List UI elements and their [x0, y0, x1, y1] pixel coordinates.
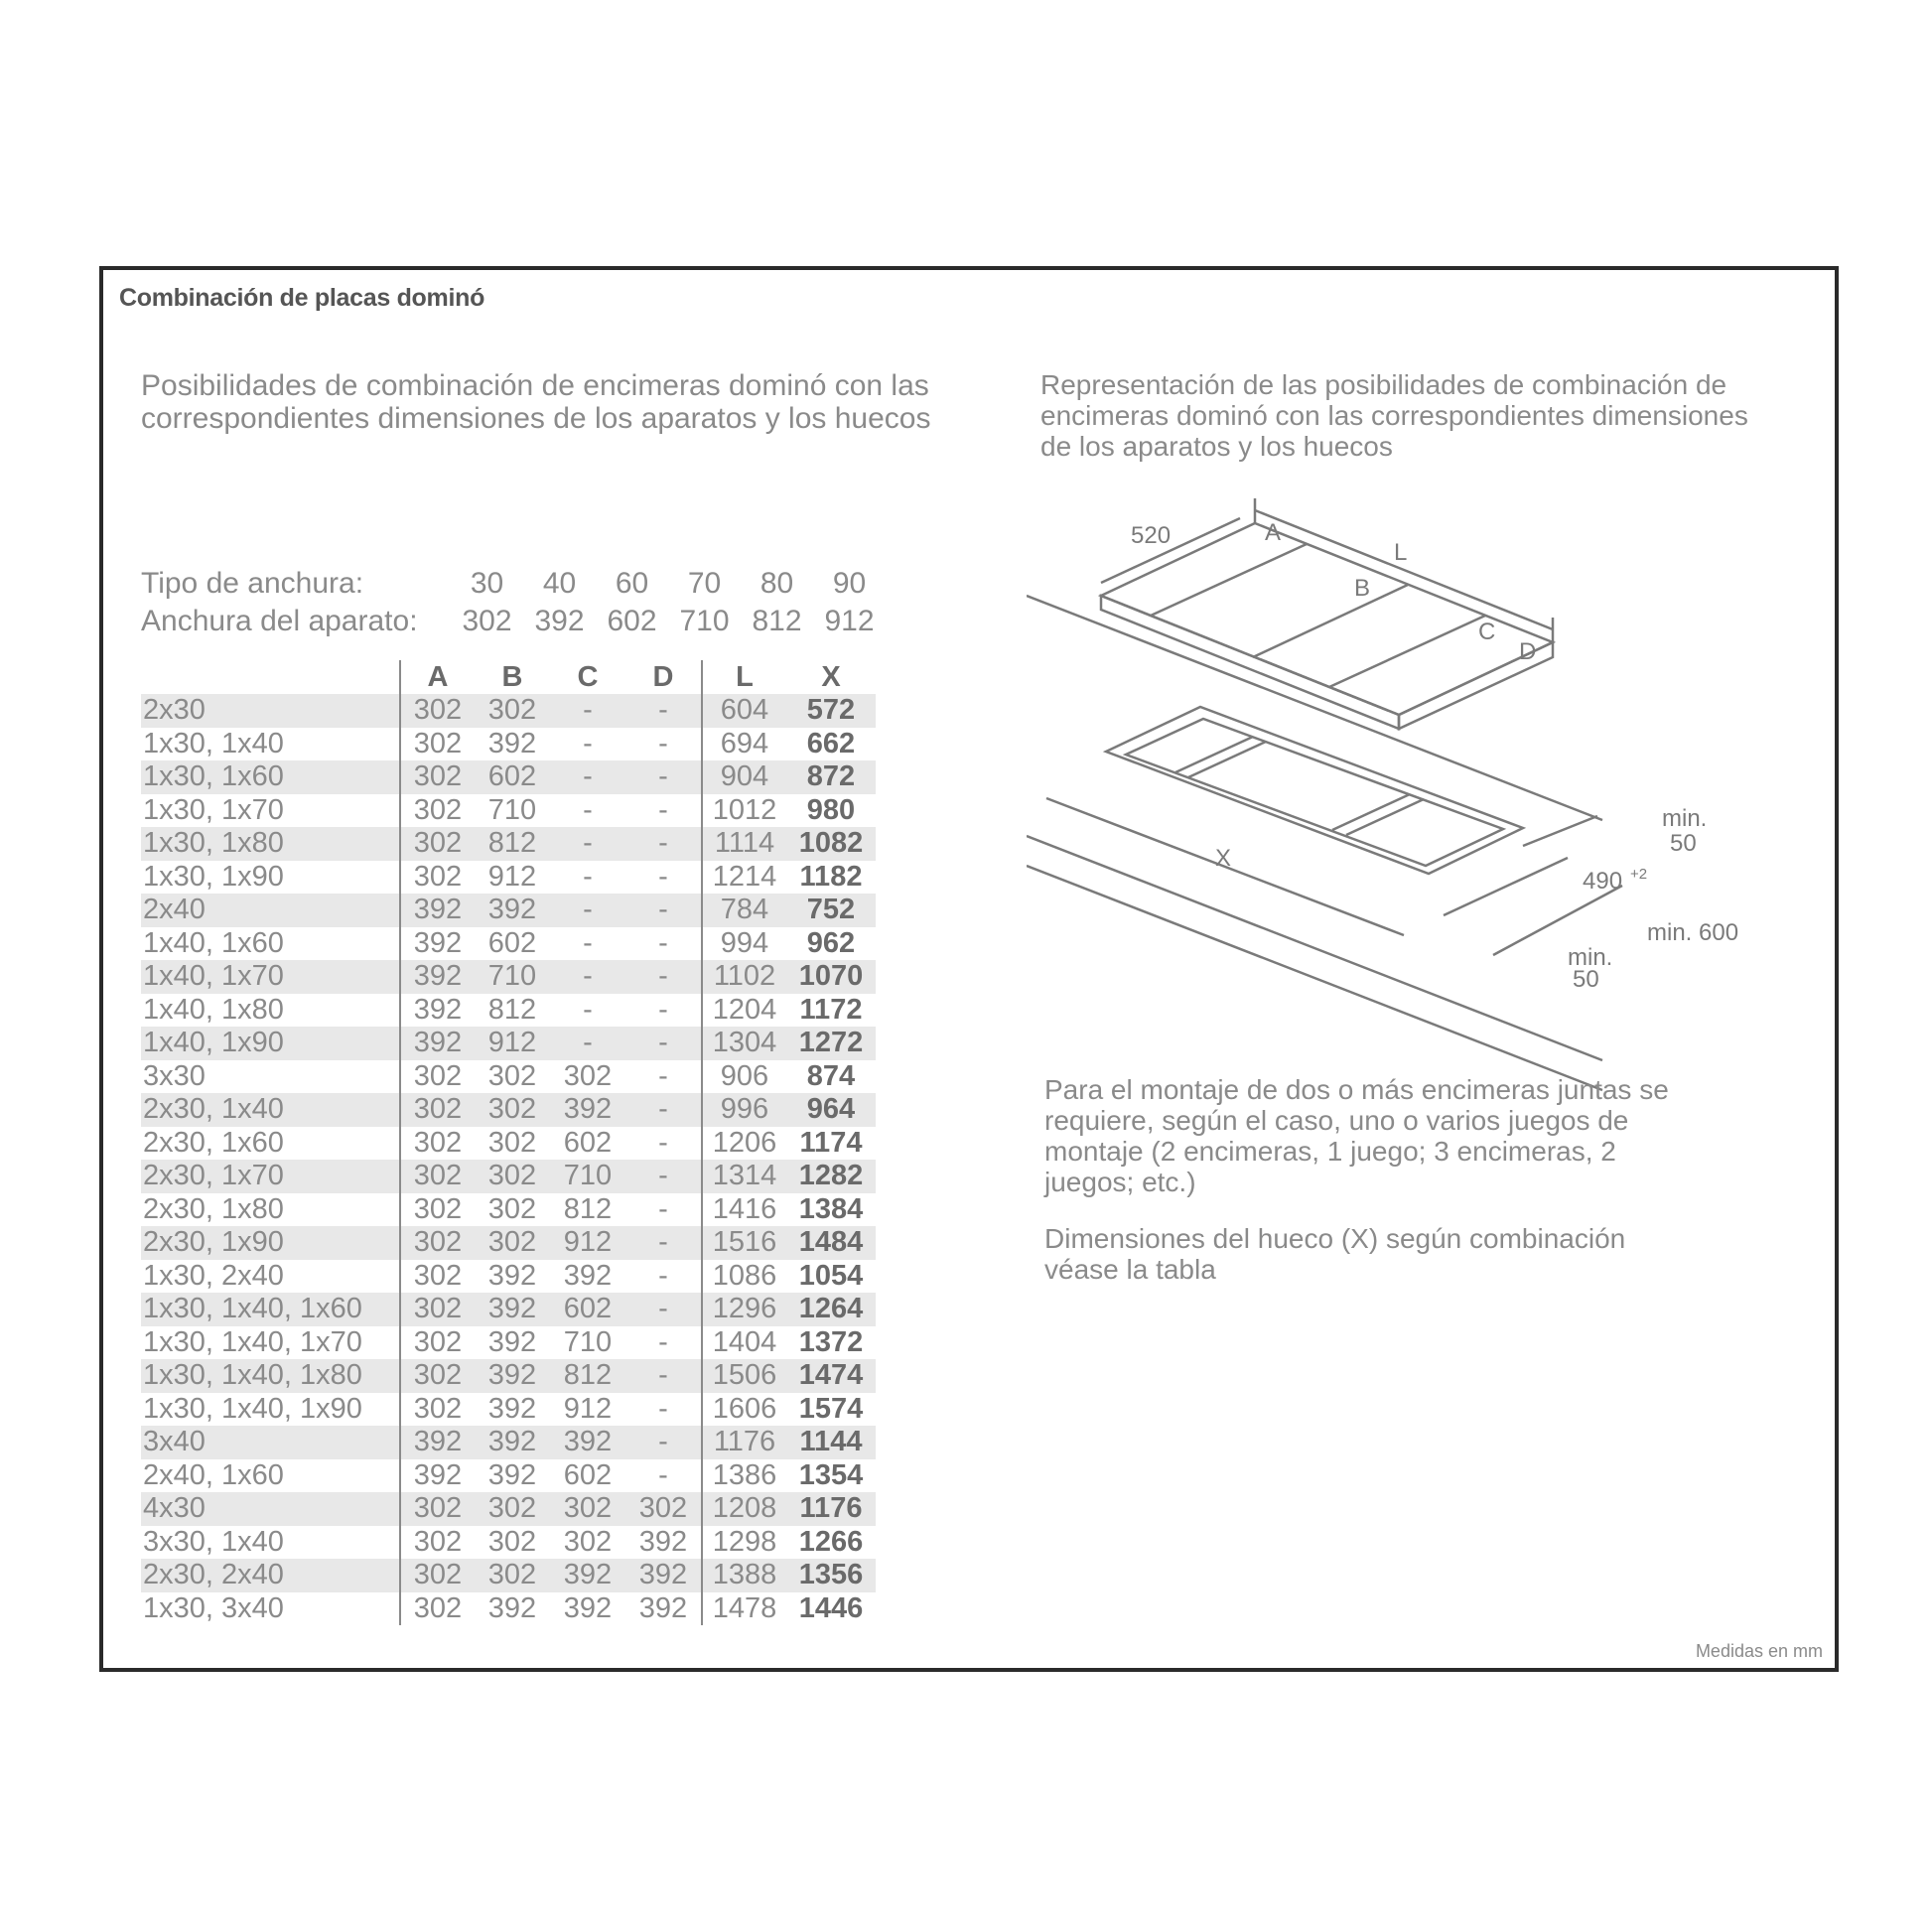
cell-x: 1174 — [799, 1126, 863, 1159]
cell-a: 302 — [400, 1260, 475, 1294]
cell-combination: 1x30, 1x60 — [141, 760, 400, 794]
cell-l: 1176 — [702, 1426, 786, 1459]
cell-c: - — [583, 860, 593, 893]
cell-c: - — [550, 960, 625, 994]
cell-a: 302 — [400, 1093, 475, 1127]
cell-b: 912 — [487, 860, 537, 893]
label-l: L — [1394, 539, 1408, 566]
cell-d: - — [625, 1093, 702, 1127]
combination-box — [99, 266, 1839, 1672]
cell-c: - — [550, 694, 625, 728]
width-type-value: 80 — [759, 567, 794, 600]
width-type-value: 40 — [542, 567, 577, 600]
cell-b: 302 — [475, 1093, 550, 1127]
hob-divider — [1329, 616, 1485, 687]
cell-x: 962 — [806, 926, 856, 959]
cell-a: 392 — [400, 927, 475, 961]
cell-combination: 2x30, 1x40 — [141, 1093, 400, 1127]
cell-l: 1086 — [702, 1260, 786, 1294]
label-490: 490 — [1583, 868, 1623, 895]
cell-l: 1478 — [702, 1592, 786, 1626]
cell-d: - — [625, 1359, 702, 1393]
cell-d: 392 — [625, 1559, 702, 1592]
table-row — [141, 1393, 876, 1427]
cell-b: 392 — [475, 1426, 550, 1459]
cell-c: - — [583, 926, 593, 959]
header-a: A — [400, 660, 475, 694]
cell-b: 302 — [475, 1226, 550, 1260]
cell-b: 710 — [475, 960, 550, 994]
cell-combination: 1x30, 3x40 — [143, 1591, 284, 1624]
right-intro-text: Representación de las posibilidades de combinación de encimeras dominó con las correspondientes dimensiones de los aparatos y los huecos — [1040, 369, 1748, 462]
cell-l: 1102 — [702, 960, 786, 994]
label-min50-top-1: min. — [1662, 805, 1708, 832]
cell-b: 302 — [487, 1059, 537, 1092]
cell-b: 392 — [475, 894, 550, 927]
cell-l: 1304 — [702, 1027, 786, 1060]
cell-b: 392 — [487, 1392, 537, 1425]
cell-c: 392 — [550, 1559, 625, 1592]
cell-combination: 4x30 — [141, 1492, 400, 1526]
cell-d: - — [658, 1192, 668, 1225]
cell-a: 302 — [400, 827, 475, 861]
cell-b: 392 — [487, 727, 537, 759]
cell-a: 302 — [400, 694, 475, 728]
cell-l: 1012 — [702, 794, 786, 828]
cell-a: 302 — [400, 1359, 475, 1393]
cell-d: - — [658, 1059, 668, 1092]
cell-c: 302 — [563, 1059, 613, 1092]
width-type-row — [141, 565, 886, 603]
cell-c: - — [550, 894, 625, 927]
table-row — [141, 1559, 876, 1592]
label-490-tolerance: +2 — [1630, 866, 1648, 883]
label-c: C — [1478, 619, 1496, 645]
header-b: B — [501, 660, 523, 693]
table-row — [141, 927, 876, 961]
cell-b: 302 — [475, 1559, 550, 1592]
cell-d: - — [625, 1293, 702, 1326]
cell-l: 1208 — [702, 1492, 786, 1526]
cell-d: 392 — [638, 1525, 688, 1558]
cell-combination: 1x40, 1x60 — [143, 926, 284, 959]
device-width-row — [141, 603, 886, 640]
table-row — [141, 794, 876, 828]
cell-d: - — [625, 694, 702, 728]
cell-d: - — [658, 1259, 668, 1292]
label-min50-bottom-1: min. — [1568, 944, 1613, 971]
cell-d: - — [658, 1458, 668, 1491]
hob-front-face — [1101, 596, 1399, 729]
cell-a: 302 — [400, 760, 475, 794]
installation-diagram — [1027, 469, 1821, 1104]
cell-c: - — [550, 827, 625, 861]
cell-combination: 2x30, 2x40 — [141, 1559, 400, 1592]
cell-a: 302 — [400, 1393, 475, 1427]
table-row — [141, 894, 876, 927]
cell-combination: 2x30, 1x90 — [141, 1226, 400, 1260]
cell-combination: 2x40 — [141, 894, 400, 927]
cell-x: 1176 — [786, 1492, 876, 1526]
table-row — [141, 1592, 876, 1626]
header-x: X — [821, 660, 841, 693]
cell-x: 1272 — [786, 1027, 876, 1060]
table-row — [141, 1459, 876, 1493]
cell-d: - — [658, 926, 668, 959]
cell-x: 662 — [806, 727, 856, 759]
cell-d: - — [625, 1027, 702, 1060]
cell-combination: 1x30, 1x40, 1x70 — [143, 1325, 362, 1358]
cell-d: - — [658, 727, 668, 759]
cell-a: 302 — [400, 1127, 475, 1161]
cell-l: 1204 — [702, 994, 786, 1028]
cell-c: 602 — [550, 1293, 625, 1326]
cell-l: 1416 — [702, 1193, 786, 1227]
cutout-rail — [1175, 737, 1253, 772]
cell-c: 710 — [550, 1160, 625, 1193]
cell-l: 1506 — [702, 1359, 786, 1393]
device-width-value: 392 — [534, 605, 585, 637]
cell-c: 710 — [563, 1325, 613, 1358]
hob-divider — [1151, 544, 1307, 616]
cell-x: 1354 — [798, 1458, 864, 1491]
cell-combination: 1x30, 1x70 — [143, 793, 284, 826]
table-row — [141, 861, 876, 895]
cell-l: 1206 — [702, 1127, 786, 1161]
cell-c: 302 — [550, 1492, 625, 1526]
cutout-inner — [1126, 719, 1503, 866]
width-type-label: Tipo de anchura: — [141, 567, 364, 600]
cell-l: 604 — [702, 694, 786, 728]
table-row — [141, 1193, 876, 1227]
table-header-row — [141, 660, 876, 694]
cell-a: 302 — [400, 1326, 475, 1360]
cell-a: 302 — [400, 1060, 475, 1094]
cell-combination: 2x30 — [141, 694, 400, 728]
cell-combination: 1x30, 1x40, 1x80 — [141, 1359, 400, 1393]
table-row — [141, 1293, 876, 1326]
cell-a: 302 — [400, 1559, 475, 1592]
cell-d: - — [625, 1426, 702, 1459]
cell-b: 302 — [475, 1160, 550, 1193]
cell-c: 302 — [563, 1525, 613, 1558]
cell-l: 784 — [702, 894, 786, 927]
cell-a: 392 — [400, 1426, 475, 1459]
cell-c: - — [550, 760, 625, 794]
cell-x: 1446 — [798, 1591, 864, 1624]
cell-c: 392 — [563, 1259, 613, 1292]
cell-d: - — [658, 993, 668, 1026]
cell-d: - — [625, 760, 702, 794]
cell-d: - — [658, 1325, 668, 1358]
cell-a: 302 — [400, 1492, 475, 1526]
cutout-note: Dimensiones del hueco (X) según combinación véase la tabla — [1044, 1223, 1626, 1285]
device-width-label: Anchura del aparato: — [141, 605, 418, 637]
dim-line-490 — [1444, 858, 1568, 915]
countertop-front-line — [1027, 836, 1602, 1060]
cell-b: 392 — [487, 1591, 537, 1624]
cell-l: 1388 — [702, 1559, 786, 1592]
cell-c: 392 — [550, 1093, 625, 1127]
cell-a: 302 — [400, 1226, 475, 1260]
cell-d: - — [658, 1126, 668, 1159]
cell-combination: 1x40, 1x70 — [141, 960, 400, 994]
cell-d: - — [625, 894, 702, 927]
cell-a: 302 — [400, 1293, 475, 1326]
cell-d: - — [658, 860, 668, 893]
cell-x: 1384 — [798, 1192, 864, 1225]
header-c: C — [577, 660, 599, 693]
cell-c: 392 — [563, 1591, 613, 1624]
cell-x: 752 — [786, 894, 876, 927]
cell-c: - — [583, 793, 593, 826]
cell-b: 392 — [487, 1259, 537, 1292]
cell-b: 302 — [487, 1525, 537, 1558]
width-type-value: 70 — [687, 567, 722, 600]
cell-combination: 2x30, 1x70 — [141, 1160, 400, 1193]
cell-combination: 2x40, 1x60 — [143, 1458, 284, 1491]
hob-divider — [1253, 585, 1408, 657]
cell-l: 1606 — [702, 1393, 786, 1427]
device-width-value: 302 — [462, 605, 512, 637]
cell-d: - — [625, 1160, 702, 1193]
cell-l: 1516 — [702, 1226, 786, 1260]
cell-x: 1474 — [786, 1359, 876, 1393]
table-row — [141, 760, 876, 794]
table-row — [141, 694, 876, 728]
table-row — [141, 1260, 876, 1294]
table-row — [141, 1226, 876, 1260]
cell-l: 1404 — [702, 1326, 786, 1360]
cell-l: 1314 — [702, 1160, 786, 1193]
countertop-front-line-2 — [1027, 866, 1602, 1090]
cell-d: 392 — [638, 1591, 688, 1624]
cell-a: 392 — [400, 994, 475, 1028]
cell-l: 1298 — [702, 1526, 786, 1560]
cell-combination: 1x30, 1x40 — [143, 727, 284, 759]
cell-a: 302 — [400, 1193, 475, 1227]
cell-combination: 1x30, 2x40 — [143, 1259, 284, 1292]
table-row — [141, 1160, 876, 1193]
table-row — [141, 827, 876, 861]
cell-d: 302 — [625, 1492, 702, 1526]
cell-b: 602 — [487, 926, 537, 959]
width-type-value: 90 — [832, 567, 867, 600]
table-row — [141, 1359, 876, 1393]
cell-a: 302 — [400, 1526, 475, 1560]
cell-b: 812 — [475, 827, 550, 861]
cell-x: 1484 — [786, 1226, 876, 1260]
width-type-value: 30 — [470, 567, 504, 600]
table-row — [141, 728, 876, 761]
device-width-value: 912 — [824, 605, 875, 637]
cell-d: - — [658, 793, 668, 826]
cell-b: 392 — [475, 1293, 550, 1326]
cell-b: 392 — [487, 1325, 537, 1358]
cell-c: 812 — [550, 1359, 625, 1393]
cell-x: 872 — [786, 760, 876, 794]
cell-x: 1054 — [798, 1259, 864, 1292]
label-b: B — [1354, 575, 1371, 602]
cell-b: 912 — [475, 1027, 550, 1060]
combination-table — [141, 660, 876, 1625]
cell-combination: 1x30, 1x40, 1x60 — [141, 1293, 400, 1326]
cell-c: - — [583, 727, 593, 759]
cell-b: 710 — [487, 793, 537, 826]
cell-c: 912 — [563, 1392, 613, 1425]
label-520: 520 — [1131, 522, 1172, 549]
table-row — [141, 1326, 876, 1360]
cell-l: 694 — [702, 728, 786, 761]
cell-l: 994 — [702, 927, 786, 961]
cell-b: 302 — [487, 1126, 537, 1159]
cell-x: 1082 — [786, 827, 876, 861]
box-title: Combinación de placas dominó — [119, 284, 485, 312]
cell-x: 1356 — [786, 1559, 876, 1592]
cell-x: 572 — [786, 694, 876, 728]
table-row — [141, 1426, 876, 1459]
label-x: X — [1215, 845, 1232, 872]
units-note: Medidas en mm — [1695, 1641, 1823, 1661]
width-types — [141, 565, 886, 640]
table-row — [141, 1027, 876, 1060]
cell-b: 302 — [475, 1492, 550, 1526]
cell-x: 1070 — [786, 960, 876, 994]
cell-l: 1386 — [702, 1459, 786, 1493]
cell-b: 302 — [475, 694, 550, 728]
cell-c: 602 — [563, 1126, 613, 1159]
device-width-value: 602 — [607, 605, 657, 637]
table-row — [141, 994, 876, 1028]
cell-a: 302 — [400, 794, 475, 828]
table-row — [141, 1526, 876, 1560]
cell-a: 392 — [400, 1459, 475, 1493]
cell-c: 602 — [563, 1458, 613, 1491]
cell-combination: 1x30, 1x90 — [143, 860, 284, 893]
cell-x: 1172 — [799, 993, 863, 1026]
cell-b: 302 — [487, 1192, 537, 1225]
cell-l: 996 — [702, 1093, 786, 1127]
cell-l: 1214 — [702, 861, 786, 895]
cell-c: 392 — [550, 1426, 625, 1459]
cell-d: - — [625, 827, 702, 861]
cell-a: 302 — [400, 861, 475, 895]
mounting-note: Para el montaje de dos o más encimeras juntas se requiere, según el caso, uno o varios juegos de montaje (2 encimeras, 1 juego; 3 encimeras, 2 juegos; etc.) — [1044, 1074, 1669, 1197]
cell-d: - — [658, 1392, 668, 1425]
cell-c: - — [583, 993, 593, 1026]
cell-b: 392 — [487, 1458, 537, 1491]
cell-d: - — [625, 1226, 702, 1260]
cell-d: - — [625, 960, 702, 994]
cell-l: 1296 — [702, 1293, 786, 1326]
table-body — [141, 694, 876, 1625]
cell-b: 812 — [487, 993, 537, 1026]
cell-x: 1182 — [799, 860, 863, 893]
cell-x: 964 — [786, 1093, 876, 1127]
cell-x: 1144 — [786, 1426, 876, 1459]
cell-b: 392 — [475, 1359, 550, 1393]
header-combination — [141, 660, 400, 694]
cell-c: 812 — [563, 1192, 613, 1225]
cell-x: 980 — [806, 793, 856, 826]
cell-a: 302 — [400, 1160, 475, 1193]
cell-combination: 3x30, 1x40 — [143, 1525, 284, 1558]
dim-line-50-top — [1523, 816, 1597, 846]
cell-b: 602 — [475, 760, 550, 794]
cell-combination: 1x40, 1x80 — [143, 993, 284, 1026]
cell-x: 1266 — [798, 1525, 864, 1558]
table-row — [141, 1060, 876, 1094]
cell-combination: 1x30, 1x80 — [141, 827, 400, 861]
table-row — [141, 1492, 876, 1526]
device-width-value: 710 — [679, 605, 730, 637]
label-a: A — [1265, 519, 1282, 546]
label-min50-top-2: 50 — [1670, 830, 1697, 857]
cell-x: 1372 — [798, 1325, 864, 1358]
width-type-value: 60 — [615, 567, 649, 600]
cell-a: 302 — [400, 1592, 475, 1626]
cell-combination: 2x30, 1x80 — [143, 1192, 284, 1225]
label-min50-bottom-2: 50 — [1573, 966, 1599, 993]
cell-x: 874 — [806, 1059, 856, 1092]
left-intro-text: Posibilidades de combinación de encimeras dominó con las correspondientes dimensiones de los aparatos y los huecos — [141, 369, 931, 435]
cell-a: 392 — [400, 1027, 475, 1060]
cell-l: 906 — [702, 1060, 786, 1094]
header-l: L — [702, 660, 786, 694]
cell-x: 1574 — [798, 1392, 864, 1425]
cutout-rail — [1188, 742, 1266, 777]
cell-a: 392 — [400, 894, 475, 927]
header-d: D — [652, 660, 674, 693]
cell-l: 904 — [702, 760, 786, 794]
cell-combination: 2x30, 1x60 — [143, 1126, 284, 1159]
cell-combination: 1x30, 1x40, 1x90 — [143, 1392, 362, 1425]
cell-combination: 1x40, 1x90 — [141, 1027, 400, 1060]
label-d: D — [1519, 638, 1537, 665]
cell-x: 1264 — [786, 1293, 876, 1326]
cell-combination: 3x40 — [141, 1426, 400, 1459]
cell-c: - — [550, 1027, 625, 1060]
label-min600: min. 600 — [1647, 919, 1739, 946]
cell-a: 392 — [400, 960, 475, 994]
dim-line-l — [1255, 510, 1553, 629]
cell-c: 912 — [550, 1226, 625, 1260]
cell-l: 1114 — [702, 827, 786, 861]
cell-a: 302 — [400, 728, 475, 761]
table-row — [141, 960, 876, 994]
device-width-value: 812 — [752, 605, 802, 637]
cell-combination: 3x30 — [143, 1059, 206, 1092]
table-row — [141, 1127, 876, 1161]
cell-x: 1282 — [786, 1160, 876, 1193]
table-row — [141, 1093, 876, 1127]
